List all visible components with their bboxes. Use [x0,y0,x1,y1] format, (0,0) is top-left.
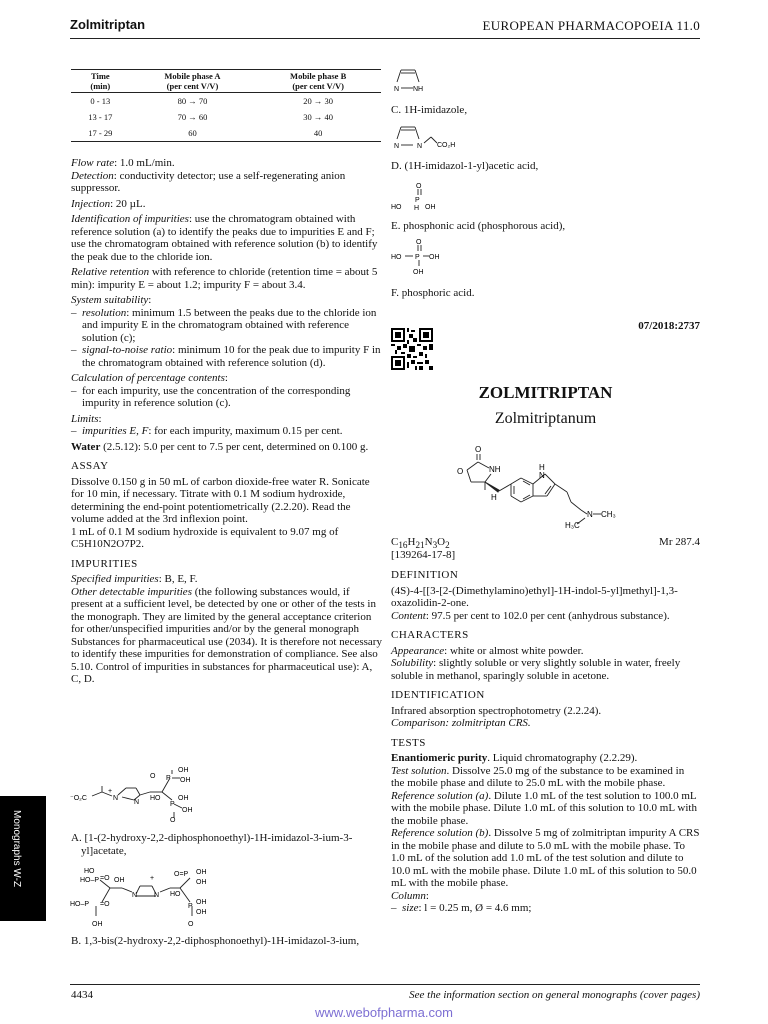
svg-text:+: + [150,875,155,882]
col-header-mobile-a-unit: (per cent V/V) [166,81,219,91]
monograph-title: ZOLMITRIPTAN [478,383,613,402]
impurity-f-name: F. phosphoric acid. [391,287,475,299]
left-column [71,157,383,686]
svg-text:CO₂H: CO₂H [437,142,456,149]
svg-text:HO: HO [391,204,402,211]
gradient-table-wrap [71,69,381,142]
svg-text:OH: OH [413,269,424,276]
side-tab-label: Monographs W-Z [11,810,22,888]
qr-code-icon [391,328,433,370]
flow-rate: Flow rate: 1.0 mL/min. [71,157,175,169]
svg-text:OH: OH [196,909,207,916]
col-header-mobile-a: Mobile phase A (per cent V/V) [130,70,256,93]
impurity-b-structure [70,866,250,930]
system-suitability: System suitability: [71,294,152,306]
svg-text:N: N [587,510,593,519]
impurity-f-structure [391,236,451,280]
content: Content: 97.5 per cent to 102.0 per cent (anhydrous substance). [391,609,670,622]
svg-text:O: O [150,773,156,780]
water: Water (2.5.12): 5.0 per cent to 7.5 per cent, determined on 0.100 g. [71,440,369,453]
col-header-mobile-b: Mobile phase B (per cent V/V) [255,70,381,93]
limits-item: – impurities E, F: for each impurity, maximum 0.15 per cent. [71,425,343,437]
svg-text:HO: HO [170,891,181,898]
other-impurities: Other detectable impurities (the following substances would, if present at a sufficient level, be detected by one or other of the tests in the monograph. They are limited by the general acceptance criterion for other/unspecified impurities and/or by the general monograph Substances for pharmaceutical use (2034). It is therefore not necessary to identify these impurities for demonstration of compliance. See also 5.10. Control of impurities in substances for pharmaceutical use): A, C, D. [71,585,382,685]
impurity-e-name: E. phosphonic acid (phosphorous acid), [391,220,566,232]
svg-text:H: H [539,463,545,472]
watermark-link[interactable]: www.webofpharma.com [315,1005,453,1020]
svg-text:P: P [415,197,420,204]
identification-heading: IDENTIFICATION [391,689,485,701]
identification-ir: Infrared absorption spectrophotometry (2.2.24). [391,704,602,717]
svg-text:H: H [491,493,497,502]
reference-solution-a: Reference solution (a). Dilute 1.0 mL of the test solution to 100.0 mL with the mobile phase. Dilute 1.0 mL of this solution to 10.0 mL with the mobile phase. [391,789,697,827]
svg-text:P: P [166,775,171,782]
svg-text:O: O [416,239,422,246]
impurity-a-structure [70,764,220,826]
injection: Injection: 20 µL. [71,197,146,210]
svg-text:O: O [416,183,422,190]
impurities-heading: IMPURITIES [71,557,138,570]
relative-molecular-mass: Mr 287.4 [659,536,700,548]
svg-text:P: P [415,254,420,261]
svg-text:P: P [188,903,193,910]
header-divider [70,38,700,39]
svg-text:⁻O₂C: ⁻O₂C [70,795,87,802]
svg-text:HO: HO [150,795,161,802]
svg-text:N: N [132,892,138,899]
svg-text:HO–P: HO–P [70,901,90,908]
svg-text:OH: OH [425,204,436,211]
svg-text:OH: OH [178,795,189,802]
svg-text:OH: OH [182,807,193,814]
cas-number: [139264-17-8] [391,549,456,561]
svg-text:+: + [108,788,113,795]
svg-text:N: N [134,799,140,806]
svg-text:P: P [170,801,175,808]
molecular-formula: $C_{16}H_{21}N_3O_2$ [391,536,450,551]
svg-text:O: O [457,467,464,476]
footer-divider [70,984,700,985]
definition-heading: DEFINITION [391,569,459,581]
specified-impurities: Specified impurities: B, E, F. [71,573,198,585]
enantiomeric-purity: Enantiomeric purity. Liquid chromatography (2.2.29). [391,752,638,764]
svg-text:N: N [394,86,400,93]
svg-text:N: N [394,143,400,150]
zolmitriptan-structure [455,440,635,532]
impurity-d-name: D. (1H-imidazol-1-yl)acetic acid, [391,160,539,172]
appearance: Appearance: white or almost white powder. [391,644,584,657]
svg-text:=O: =O [100,875,110,882]
svg-text:N: N [539,471,545,480]
tests-heading: TESTS [391,736,426,749]
svg-text:O: O [475,445,482,454]
col-header-time: Time (min) [71,70,130,93]
svg-text:HO: HO [84,868,95,875]
assay-paragraph-2: 1 mL of 0.1 M sodium hydroxide is equivalent to 9.07 mg of C5H10N2O7P2. [71,525,339,550]
comparison: Comparison: zolmitriptan CRS. [391,717,531,729]
svg-text:OH: OH [92,921,103,928]
gradient-table [71,69,381,142]
calculation-item: – for each impurity, use the concentration of the corresponding impurity in reference solution (c). [71,384,351,409]
svg-text:NH: NH [489,465,501,474]
monograph-code: 07/2018:2737 [638,320,700,332]
svg-text:OH: OH [114,877,125,884]
svg-text:OH: OH [429,254,440,261]
running-title: Zolmitriptan [70,17,146,32]
characters-heading: CHARACTERS [391,629,469,641]
svg-text:OH: OH [180,777,191,784]
svg-text:OH: OH [196,899,207,906]
svg-text:OH: OH [196,879,207,886]
svg-text:OH: OH [178,767,189,774]
definition-text: (4S)-4-[[3-[2-(Dimethylamino)ethyl]-1H-indol-5-yl]methyl]-1,3-oxazolidin-2-one. [391,584,678,609]
svg-text:H: H [414,205,420,212]
svg-text:H₃C: H₃C [565,521,580,530]
limits: Limits: [71,412,102,425]
column: Column: [391,889,429,902]
svg-text:O: O [188,921,194,928]
latin-title: Zolmitriptanum [494,410,597,427]
reference-solution-b: Reference solution (b). Dissolve 5 mg of zolmitriptan impurity A CRS in the mobile phase and dilute to 5.0 mL with the mobile phase. To 1.0 mL of the solution add 1.0 mL of the test solution and dilute to 10.0 mL with the mobile phase. Dilute 1.0 mL of this solution to 50.0 mL with the mobile phase. [391,827,700,889]
assay-paragraph-1: Dissolve 0.150 g in 50 mL of carbon dioxide-free water R. Sonicate for 10 min, if necessary. Titrate with 0.1 M sodium hydroxide, determining the end-point potentiometrically (2.2.20). Read the volume added at the 3rd inflexion point. [71,475,370,525]
table-row: 13 - 17 70 → 60 30 → 40 [88,112,334,122]
footer-note: See the information section on general monographs (cover pages) [409,989,700,1001]
detection: Detection: conductivity detector; use a self-regenerating anion suppressor. [71,169,346,194]
svg-text:CH₃: CH₃ [601,510,616,519]
publication-title: EUROPEAN PHARMACOPOEIA 11.0 [482,18,700,33]
impurity-c-structure [391,66,431,98]
svg-text:=O: =O [100,901,110,908]
svg-text:OH: OH [196,869,207,876]
right-column [391,562,700,915]
impurity-d-structure [391,123,471,153]
table-row: 17 - 29 60 40 [71,125,381,142]
impurity-a-name: A. [1-(2-hydroxy-2,2-diphosphonoethyl)-1H-imidazol-3-ium-3-yl]acetate, [71,832,353,857]
svg-text:N: N [113,795,119,802]
table-row: 0 - 13 80 → 70 20 → 30 [90,96,334,106]
svg-text:O=P: O=P [174,871,189,878]
solubility: Solubility: slightly soluble or very slightly soluble in water, freely soluble in methanol, sparingly soluble in acetone. [391,657,681,682]
svg-text:N: N [417,143,423,150]
svg-text:O: O [170,817,176,824]
impurity-c-name: C. 1H-imidazole, [391,104,468,116]
section-side-tab [0,796,46,921]
page-number: 4434 [71,989,93,1001]
resolution-item: – resolution: minimum 1.5 between the peaks due to the chloride ion and impurity E in the chromatogram obtained with reference solution (c); [71,306,377,344]
svg-text:N: N [154,892,160,899]
column-size: – size: l = 0.25 m, Ø = 4.6 mm; [391,902,532,914]
signal-to-noise-item: – signal-to-noise ratio: minimum 10 for the peak due to impurity F in the chromatogram obtained with reference solution (d). [71,344,381,369]
svg-text:HO: HO [391,254,402,261]
calculation: Calculation of percentage contents: [71,372,228,384]
assay-heading: ASSAY [71,460,109,472]
svg-text:HO–P: HO–P [80,877,100,884]
impurity-e-structure [391,180,451,214]
col-header-mobile-b-unit: (per cent V/V) [292,81,344,91]
relative-retention: Relative retention with reference to chloride (retention time = about 5 min): impurity E = about 1.2; impurity F = about 3.4. [71,266,378,291]
test-solution: Test solution. Dissolve 25.0 mg of the substance to be examined in the mobile phase and dilute to 25.0 mL with the mobile phase. [391,764,685,789]
svg-text:NH: NH [413,86,424,93]
impurity-b-name: B. 1,3-bis(2-hydroxy-2,2-diphosphonoethyl)-1H-imidazol-3-ium, [71,935,360,947]
identification-of-impurities: Identification of impurities: use the chromatogram obtained with reference solution (a) to identify the peaks due to impurities E and F; use the chromatogram obtained with reference solution (b) to identify the peak due to the chloride ion. [71,213,378,263]
